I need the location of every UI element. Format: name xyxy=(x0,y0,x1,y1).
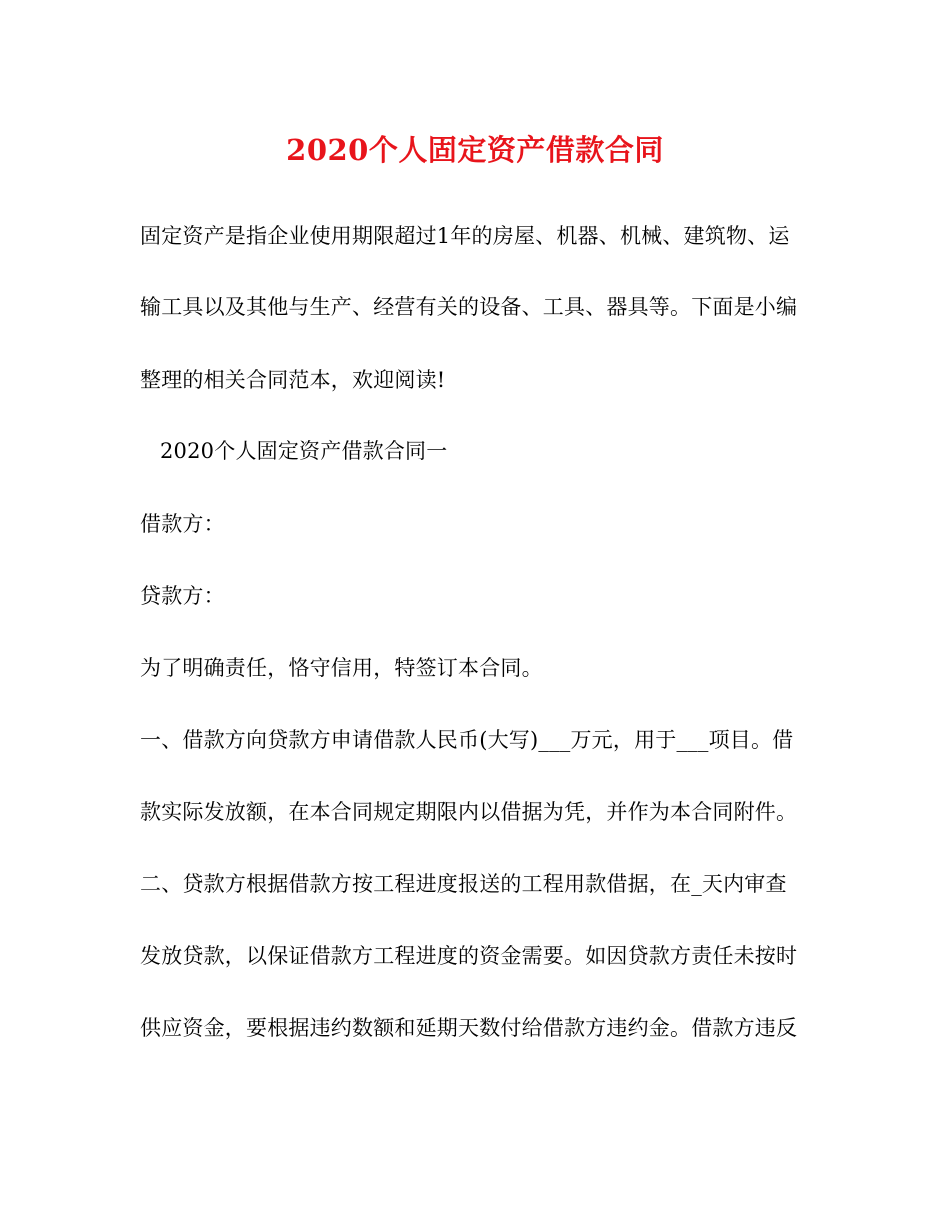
clause-line: 供应资金，要根据违约数额和延期天数付给借款方违约金。借款方违反 xyxy=(140,1016,798,1040)
paragraph-line: 为了明确责任，恪守信用，特签订本合同。 xyxy=(140,656,543,680)
paragraph-line: 固定资产是指企业使用期限超过1年的房屋、机器、机械、建筑物、运 xyxy=(140,224,790,248)
document-title: 2020个人固定资产借款合同 xyxy=(286,133,664,167)
clause-line: 发放贷款，以保证借款方工程进度的资金需要。如因贷款方责任未按时 xyxy=(140,944,798,968)
paragraph-line: 输工具以及其他与生产、经营有关的设备、工具、器具等。下面是小编 xyxy=(140,295,798,319)
clause-line: 款实际发放额，在本合同规定期限内以借据为凭，并作为本合同附件。 xyxy=(140,800,798,824)
borrower-label: 借款方： xyxy=(140,512,225,536)
section-heading: 2020个人固定资产借款合同一 xyxy=(160,439,448,463)
paragraph-line: 整理的相关合同范本，欢迎阅读! xyxy=(140,368,446,392)
lender-label: 贷款方： xyxy=(140,584,225,608)
clause-line: 二、贷款方根据借款方按工程进度报送的工程用款借据，在_天内审查 xyxy=(140,872,787,896)
clause-line: 一、借款方向贷款方申请借款人民币(大写)___万元，用于___项目。借 xyxy=(140,728,794,752)
